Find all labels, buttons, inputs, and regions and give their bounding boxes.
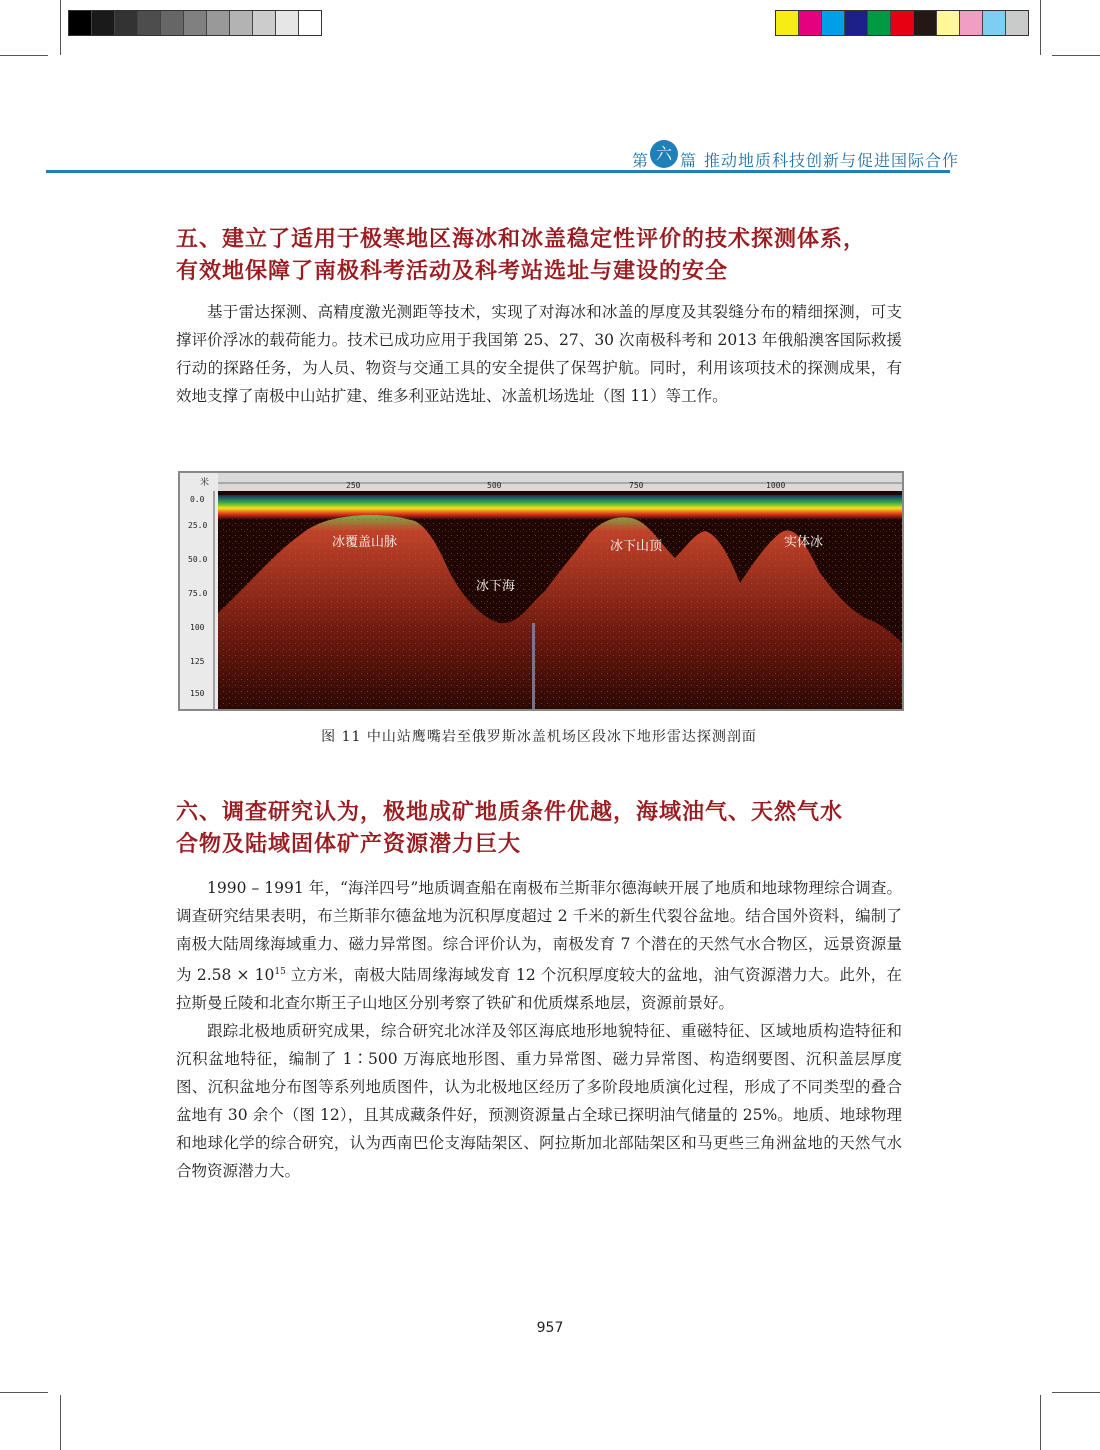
section5-paragraph <box>176 298 902 410</box>
y-tick-label: 100 <box>190 623 205 632</box>
crop-mark <box>1040 0 1041 55</box>
axis-unit-label: 米 <box>200 478 210 488</box>
label-ice-mountains: 冰覆盖山脉 <box>332 535 398 550</box>
section6-heading-line1: 六、调查研究认为，极地成矿地质条件优越，海域油气、天然气水 <box>176 800 844 825</box>
section6-paragraphs <box>176 874 902 1185</box>
page-number: 957 <box>536 1320 564 1336</box>
section5-paragraph-text: 基于雷达探测、高精度激光测距等技术，实现了对海冰和冰盖的厚度及其裂缝分布的精细探测，可支撑评价浮冰的载荷能力。技术已成功应用于我国第 25、27、30 次南极科考和 2013 年俄船澳客国际救援行动的探路任务，为人员、物资与交通工具的安全提供了保驾护航。同时，利用该项技术的探测成果，有效地支撑了南极中山站扩建、维多利亚站选址、冰盖机场选址（图 11）等工作。 <box>176 303 902 405</box>
header-title: 推动地质科技创新与促进国际合作 <box>704 151 960 170</box>
header-part-suffix: 篇 <box>680 151 698 170</box>
x-tick-label: 500 <box>487 481 502 490</box>
x-tick-label: 750 <box>629 481 644 490</box>
grayscale-calibration-bar <box>68 10 322 36</box>
crop-mark <box>60 0 61 55</box>
label-subglacial-peak: 冰下山顶 <box>610 539 663 554</box>
crop-mark <box>1052 55 1100 56</box>
section6-heading-line2: 合物及陆域固体矿产资源潜力巨大 <box>176 832 522 857</box>
label-subglacial-sea: 冰下海 <box>476 579 516 594</box>
section5-heading-line1: 五、建立了适用于极寒地区海冰和冰盖稳定性评价的技术探测体系， <box>176 227 867 252</box>
header-part-prefix: 第 <box>632 151 650 170</box>
y-tick-label: 0.0 <box>190 495 205 504</box>
x-tick-label: 250 <box>346 481 361 490</box>
figure-11-caption: 图 11 中山站鹰嘴岩至俄罗斯冰盖机场区段冰下地形雷达探测剖面 <box>321 729 757 745</box>
y-tick-label: 150 <box>190 689 205 698</box>
label-solid-ice: 实体冰 <box>784 535 824 550</box>
x-tick-label: 1000 <box>766 481 786 490</box>
crop-mark <box>0 1392 48 1393</box>
section6-paragraph-1 <box>176 874 902 1017</box>
radar-profile-image <box>180 473 902 709</box>
y-tick-label: 125 <box>190 657 205 666</box>
crop-mark <box>0 55 48 56</box>
section6-paragraph-2: 跟踪北极地质研究成果，综合研究北冰洋及邻区海底地形地貌特征、重磁特征、区域地质构造特征和沉积盆地特征，编制了 1∶500 万海底地形图、重力异常图、磁力异常图、构造纲要图、沉积盖层厚度图、沉积盆地分布图等系列地质图件，认为北极地区经历了多阶段地质演化过程，形成了不同类型的叠合盆地有 30 余个（图 12），且其成藏条件好，预测资源量占全球已探明油气储量的 25%。地质、地球物理和地球化学的综合研究，认为西南巴伦支海陆架区、阿拉斯加北部陆架区和马更些三角洲盆地的天然气水合物资源潜力大。 <box>176 1022 902 1181</box>
color-calibration-bar <box>775 10 1029 36</box>
crop-mark <box>1040 1395 1041 1450</box>
crop-mark <box>60 1395 61 1450</box>
exponent: 15 <box>274 967 286 977</box>
crop-mark <box>1052 1392 1100 1393</box>
section6-paragraph-1-part-a: 1990 – 1991 年，“海洋四号”地质调查船在南极布兰斯菲尔德海峡开展了地质和地球物理综合调查。调查研究结果表明，布兰斯菲尔德盆地为沉积厚度超过 2 千米的新生代裂谷盆地。结合国外资料，编制了南极大陆周缘海域重力、磁力异常图。综合评价认为，南极发育 7 个潜在的天然气水合物区，远景资源量为 2.58 × 10 <box>176 879 902 985</box>
section6-paragraph-1-part-b: 立方米，南极大陆周缘海域发育 12 个沉积厚度较大的盆地，油气资源潜力大。此外，在拉斯曼丘陵和北查尔斯王子山地区分别考察了铁矿和优质煤系地层，资源前景好。 <box>176 966 902 1013</box>
y-tick-label: 75.0 <box>188 589 208 598</box>
header-rule <box>46 170 950 173</box>
figure-11-radar-profile <box>178 471 904 711</box>
y-tick-label: 50.0 <box>188 555 208 564</box>
header-part-number: 六 <box>650 140 678 168</box>
section5-heading-line2: 有效地保障了南极科考活动及科考站选址与建设的安全 <box>176 259 729 284</box>
y-tick-label: 25.0 <box>188 521 208 530</box>
